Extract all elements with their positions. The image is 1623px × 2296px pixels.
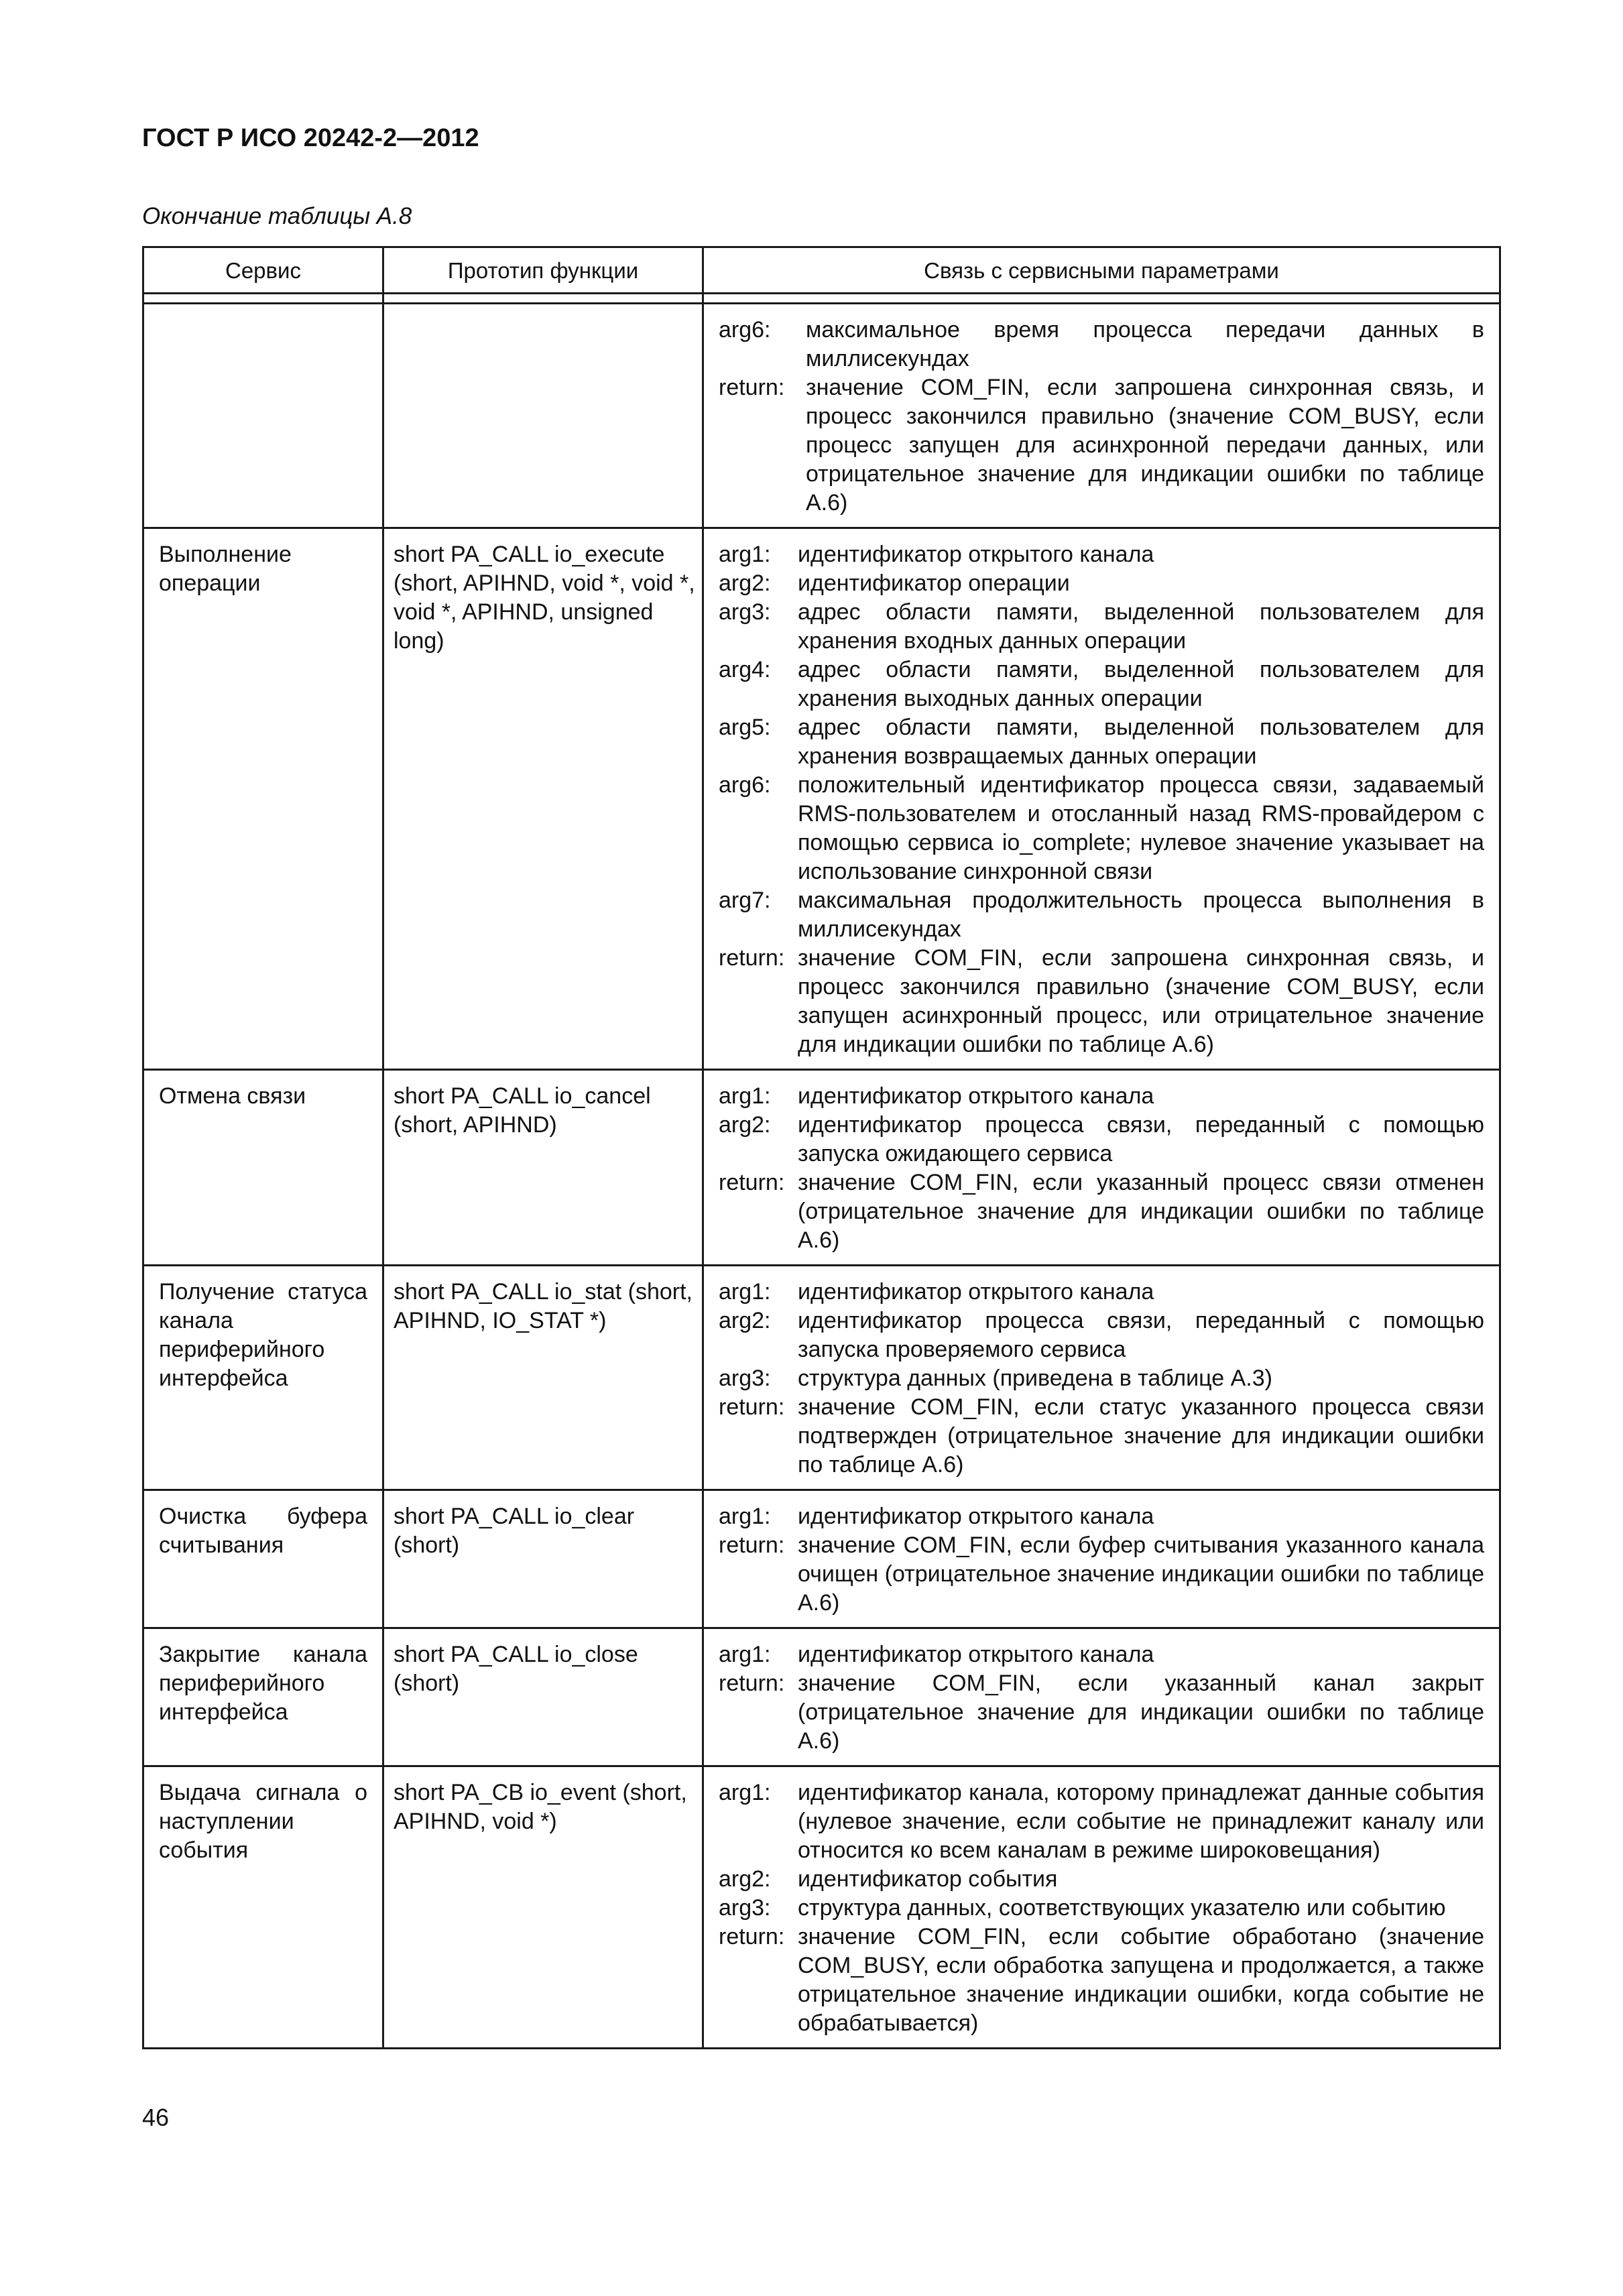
service-cell: Выдача сигнала о наступлении события [143,1766,383,2049]
param-key: arg1: [719,1642,771,1667]
param-key: arg3: [719,1366,771,1391]
param-list [719,1082,1484,1255]
param-value: значение COM_FIN, если буфер считывания указанного канала очищен (отрицательное значение индикации ошибки по таблице А.6) [798,1532,1484,1616]
param-value: идентификатор операции [798,570,1070,596]
parameters-cell [703,1628,1500,1766]
param-key: return: [719,1394,785,1420]
param-key: arg1: [719,1504,771,1529]
param-value: идентификатор открытого канала [798,1279,1154,1305]
param-value: значение COM_FIN, если указанный канал закрыт (отрицательное значение для индикации ошибки по таблице А.6) [798,1671,1484,1754]
param-key: arg4: [719,657,771,682]
service-cell: Получение статуса канала периферийного интерфейса [143,1266,383,1490]
param-key: arg7: [719,888,771,913]
param-key: return: [719,1671,785,1696]
param-key: arg3: [719,1895,771,1921]
param-list [719,1502,1484,1618]
param-value: максимальная продолжительность процесса выполнения в миллисекундах [798,888,1484,942]
column-header-parameters: Связь с сервисными параметрами [703,247,1500,294]
table-row [143,1490,1500,1628]
param-list [719,1278,1484,1479]
param-value: идентификатор процесса связи, переданный с помощью запуска проверяемого сервиса [798,1308,1484,1362]
table-row [143,528,1500,1070]
column-header-service: Сервис [143,247,383,294]
prototype-cell: short PA_CALL io_close (short) [383,1628,703,1766]
param-value: максимальное время процесса передачи данных в миллисекундах [806,317,1484,371]
param-key: arg6: [719,772,771,798]
param-key: arg5: [719,715,771,740]
parameters-cell [703,528,1500,1070]
param-key: arg1: [719,1083,771,1109]
param-value: значение COM_FIN, если запрошена синхронная связь, и процесс закончился правильно (значение COM_BUSY, если процесс запущен для асинхронной передачи данных, или отрицательное значение для индикации ошибки по таблице А.6) [806,375,1484,516]
param-value: идентификатор открытого канала [798,1642,1154,1667]
param-list [719,540,1484,1059]
param-value: значение COM_FIN, если статус указанного процесса связи подтвержден (отрицательное значение для индикации ошибки по таблице А.6) [798,1394,1484,1477]
service-cell: Отмена связи [143,1070,383,1266]
param-key: arg2: [719,1308,771,1333]
table-row [143,1070,1500,1266]
param-key: arg2: [719,1866,771,1892]
prototype-cell: short PA_CALL io_clear (short) [383,1490,703,1628]
param-key: arg1: [719,1780,771,1805]
standard-designation: ГОСТ Р ИСО 20242-2—2012 [142,124,479,152]
param-value: идентификатор открытого канала [798,1083,1154,1109]
param-key: return: [719,945,785,971]
service-cell: Закрытие канала периферийного интерфейса [143,1628,383,1766]
param-value: идентификатор события [798,1866,1058,1892]
param-list [719,1640,1484,1756]
param-value: идентификатор канала, которому принадлежат данные события (нулевое значение, если событие не принадлежит каналу или относится ко всем каналам в режиме широковещания) [798,1780,1484,1863]
param-value: адрес области памяти, выделенной пользователем для хранения входных данных операции [798,599,1484,654]
column-header-prototype: Прототип функции [383,247,703,294]
param-value: положительный идентификатор процесса связи, задаваемый RMS-пользователем и отосланный назад RMS-провайдером с помощью сервиса io_complete; нулевое значение указывает на использование синхронной связи [798,772,1484,884]
param-key: arg6: [719,317,771,343]
param-list [719,316,1484,518]
table-row [143,1266,1500,1490]
service-cell [143,304,383,528]
table-row [143,1766,1500,2049]
param-key: arg2: [719,570,771,596]
param-value: значение COM_FIN, если указанный процесс связи отменен (отрицательное значение для индикации ошибки по таблице А.6) [798,1170,1484,1253]
page-number: 46 [142,2104,170,2131]
param-key: return: [719,1924,785,1949]
param-key: arg1: [719,1279,771,1305]
continuation-row [143,304,1500,528]
param-key: arg1: [719,542,771,567]
header-separator-row [143,294,1500,304]
param-value: структура данных (приведена в таблице А.3) [798,1366,1272,1391]
parameters-cell [703,1490,1500,1628]
table-header-row [143,247,1500,294]
service-cell: Очистка буфера считывания [143,1490,383,1628]
service-cell: Выполнение операции [143,528,383,1070]
parameters-cell [703,1070,1500,1266]
param-value: значение COM_FIN, если запрошена синхронная связь, и процесс закончился правильно (значение COM_BUSY, если запущен асинхронный процесс, или отрицательное значение для индикации ошибки по таблице А.6) [798,945,1484,1057]
param-key: return: [719,375,785,400]
param-key: arg2: [719,1112,771,1138]
prototype-cell: short PA_CALL io_execute (short, APIHND, void *, void *, void *, APIHND, unsigned long) [383,528,703,1070]
parameters-cell [703,304,1500,528]
param-value: идентификатор открытого канала [798,542,1154,567]
param-value: структура данных, соответствующих указателю или событию [798,1895,1446,1921]
param-list [719,1778,1484,2038]
parameters-cell [703,1766,1500,2049]
param-value: адрес области памяти, выделенной пользователем для хранения возвращаемых данных операции [798,715,1484,769]
param-key: return: [719,1532,785,1558]
param-key: arg3: [719,599,771,625]
param-value: идентификатор открытого канала [798,1504,1154,1529]
param-value: значение COM_FIN, если событие обработано (значение COM_BUSY, если обработка запущена и продолжается, а также отрицательное значение индикации ошибки, когда событие не обрабатывается) [798,1924,1484,2036]
prototype-cell [383,304,703,528]
param-key: return: [719,1170,785,1195]
table-caption: Окончание таблицы А.8 [142,203,412,229]
parameters-table [142,246,1501,2049]
param-value: адрес области памяти, выделенной пользователем для хранения выходных данных операции [798,657,1484,711]
table-row [143,1628,1500,1766]
prototype-cell: short PA_CALL io_cancel (short, APIHND) [383,1070,703,1266]
parameters-cell [703,1266,1500,1490]
prototype-cell: short PA_CALL io_stat (short, APIHND, IO_STAT *) [383,1266,703,1490]
prototype-cell: short PA_CB io_event (short, APIHND, void *) [383,1766,703,2049]
param-value: идентификатор процесса связи, переданный с помощью запуска ожидающего сервиса [798,1112,1484,1166]
